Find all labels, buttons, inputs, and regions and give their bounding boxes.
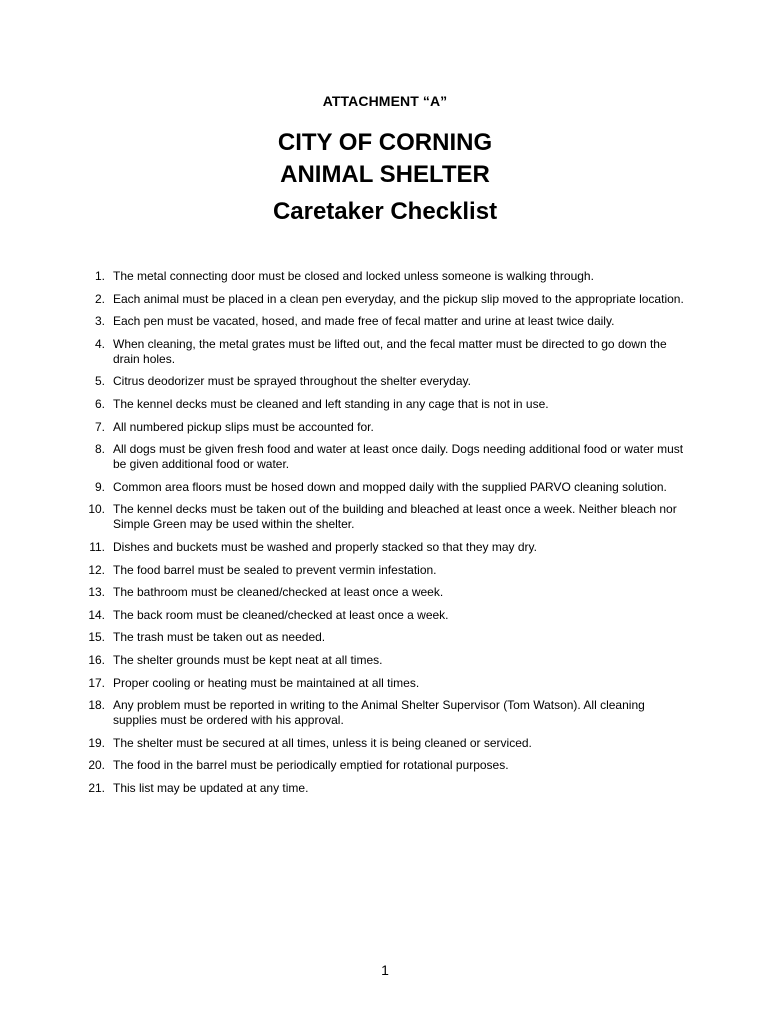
- item-number: 16.: [88, 652, 105, 667]
- item-text: The bathroom must be cleaned/checked at least once a week.: [113, 585, 444, 600]
- item-text: Citrus deodorizer must be sprayed throughout the shelter everyday.: [113, 374, 471, 389]
- item-number: 8.: [94, 442, 105, 457]
- list-item: [0, 420, 689, 435]
- item-number: 2.: [94, 291, 105, 306]
- item-text: Each animal must be placed in a clean pen everyday, and the pickup slip moved to the appropriate location.: [113, 291, 684, 306]
- item-text: Any problem must be reported in writing to the Animal Shelter Supervisor (Tom Watson). All cleaning supplies must be ordered with his approval.: [113, 698, 645, 728]
- item-number: 7.: [94, 419, 105, 434]
- list-item: [0, 736, 689, 751]
- item-text: The kennel decks must be taken out of the building and bleached at least once a week. Neither bleach nor Simple Green may be used within the shelter.: [113, 502, 677, 532]
- list-item: [0, 676, 689, 691]
- item-text: The back room must be cleaned/checked at least once a week.: [113, 607, 449, 622]
- item-number: 1.: [94, 269, 105, 283]
- item-text: Common area floors must be hosed down and mopped daily with the supplied PARVO cleaning solution.: [113, 479, 667, 494]
- item-number: 3.: [94, 314, 105, 329]
- item-text: The kennel decks must be cleaned and left standing in any cage that is not in use.: [113, 396, 549, 411]
- page-title-line-1: CITY OF CORNING: [277, 129, 493, 156]
- item-number: 4.: [94, 336, 105, 351]
- page-subtitle: Caretaker Checklist: [272, 198, 498, 225]
- list-item: [0, 397, 689, 412]
- item-number: 10.: [88, 502, 105, 517]
- item-number: 17.: [88, 675, 105, 690]
- item-text: All dogs must be given fresh food and water at least once daily. Dogs needing additional food or water must be given additional food or water.: [113, 442, 684, 472]
- item-number: 6.: [94, 396, 105, 411]
- list-item: [0, 563, 689, 578]
- list-item: [0, 292, 689, 307]
- item-text: The shelter must be secured at all times, unless it is being cleaned or serviced.: [113, 735, 532, 750]
- item-number: 15.: [88, 630, 105, 645]
- list-item: [0, 374, 689, 389]
- list-item: [0, 585, 689, 600]
- item-text: Each pen must be vacated, hosed, and made free of fecal matter and urine at least twice daily.: [113, 314, 615, 329]
- item-text: The food in the barrel must be periodically emptied for rotational purposes.: [113, 758, 509, 773]
- item-number: 19.: [88, 735, 105, 750]
- item-number: 12.: [88, 562, 105, 577]
- caretaker-checklist: [0, 269, 689, 803]
- page-title-line-2: ANIMAL SHELTER: [280, 161, 490, 188]
- list-item: [0, 630, 689, 645]
- item-number: 13.: [88, 585, 105, 600]
- list-item: [0, 608, 689, 623]
- item-text: The shelter grounds must be kept neat at all times.: [113, 652, 383, 667]
- list-item: [0, 269, 689, 284]
- item-text: This list may be updated at any time.: [113, 780, 309, 795]
- list-item: [0, 653, 689, 668]
- list-item: [0, 337, 689, 367]
- list-item: [0, 502, 689, 532]
- item-number: 11.: [89, 539, 105, 554]
- item-text: When cleaning, the metal grates must be lifted out, and the fecal matter must be directed to go down the drain holes.: [113, 336, 667, 366]
- list-item: [0, 540, 689, 555]
- list-item: [0, 758, 689, 773]
- list-item: [0, 698, 689, 728]
- list-item: [0, 480, 689, 495]
- item-number: 9.: [94, 479, 105, 494]
- item-number: 21.: [88, 780, 105, 795]
- list-item: [0, 314, 689, 329]
- item-text: The trash must be taken out as needed.: [113, 630, 326, 645]
- attachment-label: ATTACHMENT “A”: [322, 93, 448, 109]
- item-number: 18.: [88, 698, 105, 713]
- item-text: All numbered pickup slips must be accounted for.: [113, 419, 374, 434]
- item-text: Proper cooling or heating must be maintained at all times.: [113, 675, 420, 690]
- item-text: Dishes and buckets must be washed and properly stacked so that they may dry.: [113, 539, 537, 554]
- page-number: 1: [381, 962, 389, 978]
- item-text: The metal connecting door must be closed and locked unless someone is walking through.: [113, 269, 594, 283]
- list-item: [0, 781, 689, 796]
- list-item: [0, 442, 689, 472]
- item-text: The food barrel must be sealed to prevent vermin infestation.: [113, 562, 437, 577]
- item-number: 14.: [88, 607, 105, 622]
- item-number: 5.: [94, 374, 105, 389]
- item-number: 20.: [88, 758, 105, 773]
